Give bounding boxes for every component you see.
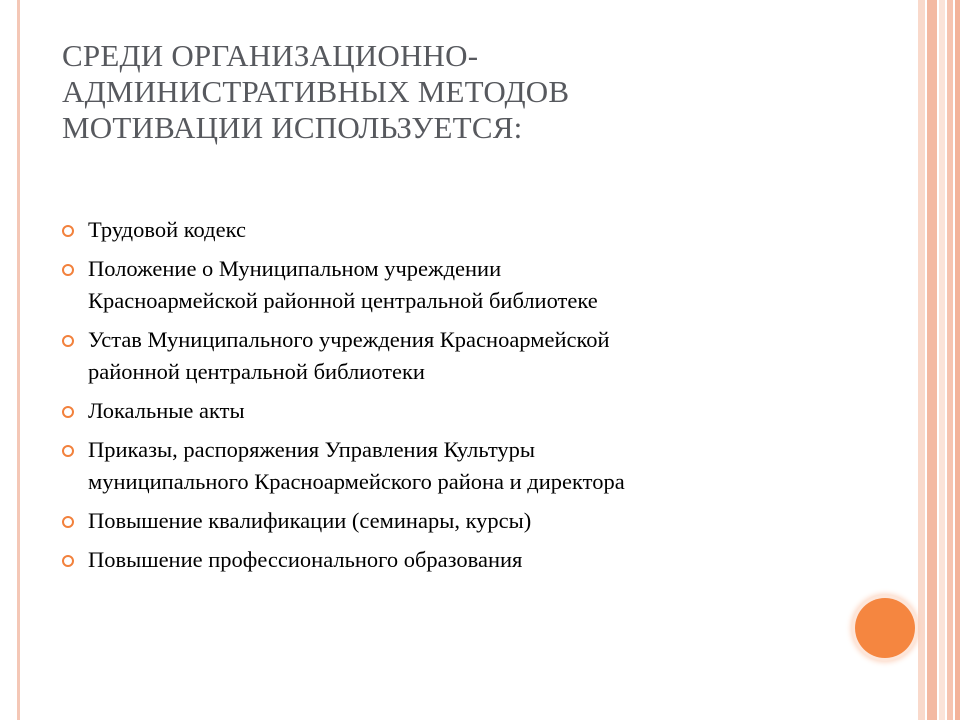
stripe — [927, 0, 937, 720]
title-line-3: МОТИВАЦИИ ИСПОЛЬЗУЕТСЯ: — [62, 110, 523, 145]
title-line-2: АДМИНИСТРАТИВНЫХ МЕТОДОВ — [62, 74, 570, 109]
bullet-text: Трудовой кодекс — [88, 217, 246, 242]
bullet-list — [62, 214, 862, 583]
bullet-text: Повышение профессионального образования — [88, 547, 523, 572]
stripe — [939, 0, 945, 720]
stripe — [955, 0, 960, 720]
left-rule — [17, 0, 20, 720]
bullet-text: Повышение квалификации (семинары, курсы) — [88, 508, 532, 533]
hollow-circle-icon — [62, 225, 74, 237]
bullet-item — [62, 253, 862, 317]
stripe — [947, 0, 953, 720]
bullet-text: муниципального Красноармейского района и директора — [88, 469, 625, 494]
hollow-circle-icon — [62, 445, 74, 457]
bullet-item — [62, 324, 862, 388]
bullet-item — [62, 434, 862, 498]
bullet-text: Положение о Муниципальном учреждении — [88, 256, 502, 281]
right-stripes — [918, 0, 960, 720]
title-line-1: СРЕДИ ОРГАНИЗАЦИОННО- — [62, 38, 479, 73]
bullet-text: Локальные акты — [88, 398, 245, 423]
slide-title — [62, 38, 882, 146]
orange-circle-icon — [855, 598, 915, 658]
hollow-circle-icon — [62, 264, 74, 276]
bullet-text: Устав Муниципального учреждения Красноармейской — [88, 327, 610, 352]
bullet-text: Приказы, распоряжения Управления Культуры — [88, 437, 535, 462]
bullet-text: районной центральной библиотеки — [88, 359, 425, 384]
hollow-circle-icon — [62, 335, 74, 347]
bullet-item — [62, 544, 862, 576]
bullet-item — [62, 214, 862, 246]
hollow-circle-icon — [62, 516, 74, 528]
hollow-circle-icon — [62, 406, 74, 418]
bullet-item — [62, 395, 862, 427]
hollow-circle-icon — [62, 555, 74, 567]
stripe — [918, 0, 925, 720]
bullet-item — [62, 505, 862, 537]
bullet-text: Красноармейской районной центральной библиотеке — [88, 288, 598, 313]
